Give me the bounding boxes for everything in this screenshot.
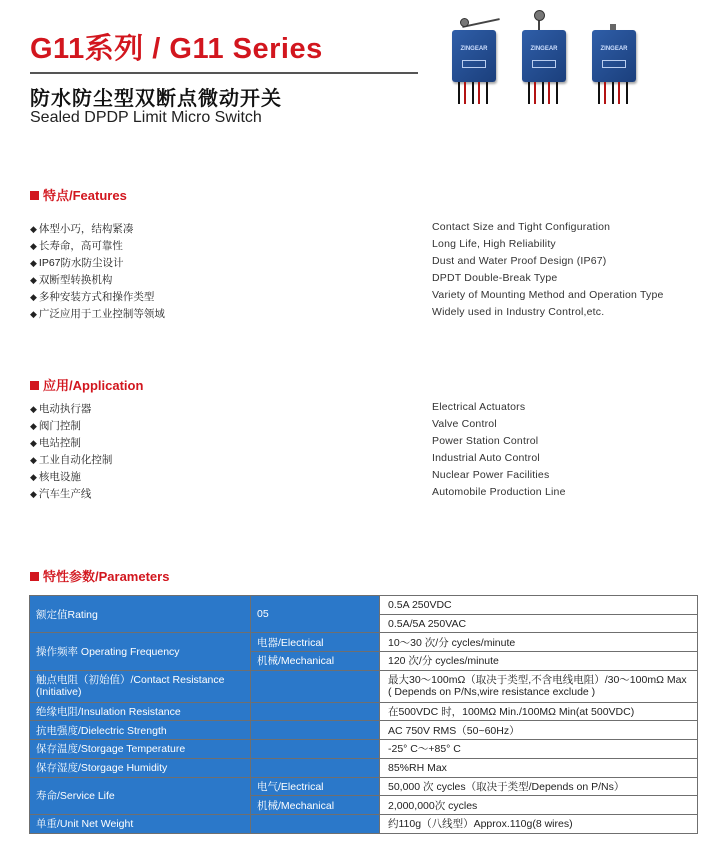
empty-cell: [251, 670, 380, 702]
list-item: ◆ 长寿命，高可靠性 Long Life, High Reliability: [30, 238, 556, 252]
rating-value: 0.5A/5A 250VAC: [380, 614, 698, 633]
table-row: [30, 721, 698, 740]
diamond-bullet-icon: ◆: [30, 309, 37, 319]
list-item: ◆ 双断型转换机构 DPDT Double-Break Type: [30, 272, 558, 286]
contact-resistance-value: [380, 670, 698, 702]
red-square-icon: [30, 191, 39, 200]
operating-frequency-label: 操作频率 Operating Frequency: [30, 633, 251, 670]
diamond-bullet-icon: ◆: [30, 258, 37, 268]
contact-resistance-label: 触点电阻（初始值）/Contact Resistance (Initiative): [30, 670, 251, 702]
diamond-bullet-icon: ◆: [30, 472, 37, 482]
storage-temperature-label: 保存温度/Storgage Temperature: [30, 740, 251, 759]
insulation-resistance-value: 在500VDC 时，100MΩ Min./100MΩ Min(at 500VDC): [380, 702, 698, 721]
switch-photo-roller-lever: [440, 10, 510, 105]
list-item: ◆ 电站控制 Power Station Control: [30, 435, 539, 449]
features-list: [30, 221, 690, 323]
operating-frequency-electrical: 电器/Electrical: [251, 633, 380, 652]
rating-label: 额定值Rating: [30, 596, 251, 633]
empty-cell: [251, 740, 380, 759]
empty-cell: [251, 758, 380, 777]
rating-code: 05: [251, 596, 380, 633]
service-life-electrical-value: 50,000 次 cycles（取决于类型/Depends on P/Ns）: [380, 777, 698, 796]
contact-resistance-line-2: ( Depends on P/Ns,wire resistance exclude ): [388, 686, 596, 699]
diamond-bullet-icon: ◆: [30, 489, 37, 499]
contact-resistance-line-1: 最大30～100mΩ（取决于类型,不含电线电阻）/30～100mΩ Max: [388, 674, 687, 687]
service-life-mechanical: 机械/Mechanical: [251, 796, 380, 815]
list-item: ◆ 广泛应用于工业控制等领域 Widely used in Industry Control,etc.: [30, 306, 605, 320]
brand-label: ZINGEAR: [600, 46, 628, 52]
rating-value: 0.5A 250VDC: [380, 596, 698, 615]
product-photos: [440, 10, 640, 105]
table-row: [30, 702, 698, 721]
list-item: ◆ 阀门控制 Valve Control: [30, 418, 497, 432]
list-item: ◆ 体型小巧，结构紧凑 Contact Size and Tight Configuration: [30, 221, 611, 235]
red-square-icon: [30, 381, 39, 390]
insulation-resistance-label: 绝缘电阻/Insulation Resistance: [30, 702, 251, 721]
unit-weight-label: 单重/Unit Net Weight: [30, 814, 251, 833]
brand-label: ZINGEAR: [530, 46, 558, 52]
list-item: ◆ 核电设施 Nuclear Power Facilities: [30, 469, 550, 483]
subtitle-english: Sealed DPDP Limit Micro Switch: [30, 109, 262, 126]
diamond-bullet-icon: ◆: [30, 224, 37, 234]
diamond-bullet-icon: ◆: [30, 438, 37, 448]
list-item: ◆ 多种安装方式和操作类型 Variety of Mounting Method and Operation Type: [30, 289, 664, 303]
service-life-mechanical-value: 2,000,000次 cycles: [380, 796, 698, 815]
page-title: G11系列 / G11 Series: [30, 33, 323, 65]
empty-cell: [251, 814, 380, 833]
switch-photo-roller-plunger: [510, 10, 580, 105]
table-row: [30, 814, 698, 833]
list-item: ◆ IP67防水防尘设计 Dust and Water Proof Design (IP67): [30, 255, 607, 269]
list-item: ◆ 工业自动化控制 Industrial Auto Control: [30, 452, 540, 466]
table-row: [30, 670, 698, 702]
list-item: ◆ 汽车生产线 Automobile Production Line: [30, 486, 566, 500]
operating-frequency-mechanical-value: 120 次/分 cycles/minute: [380, 652, 698, 671]
operating-frequency-electrical-value: 10～30 次/分 cycles/minute: [380, 633, 698, 652]
service-life-electrical: 电气/Electrical: [251, 777, 380, 796]
table-row: [30, 777, 698, 796]
list-item: ◆ 电动执行器 Electrical Actuators: [30, 401, 526, 415]
features-heading: 特点/Features: [30, 185, 127, 204]
storage-humidity-value: 85%RH Max: [380, 758, 698, 777]
unit-weight-value: 约110g（八线型）Approx.110g(8 wires): [380, 814, 698, 833]
table-row: [30, 758, 698, 777]
table-row: [30, 596, 698, 615]
parameters-heading: 特性参数/Parameters: [30, 566, 169, 585]
diamond-bullet-icon: ◆: [30, 292, 37, 302]
brand-label: ZINGEAR: [460, 46, 488, 52]
switch-photo-plunger: [580, 10, 650, 105]
title-rule: [30, 72, 418, 74]
empty-cell: [251, 702, 380, 721]
diamond-bullet-icon: ◆: [30, 404, 37, 414]
application-heading: 应用/Application: [30, 375, 143, 394]
diamond-bullet-icon: ◆: [30, 455, 37, 465]
operating-frequency-mechanical: 机械/Mechanical: [251, 652, 380, 671]
storage-temperature-value: -25° C～+85° C: [380, 740, 698, 759]
subtitle-chinese: 防水防尘型双断点微动开关: [30, 88, 282, 110]
dielectric-strength-label: 抗电强度/Dielectric Strength: [30, 721, 251, 740]
service-life-label: 寿命/Service Life: [30, 777, 251, 814]
diamond-bullet-icon: ◆: [30, 275, 37, 285]
diamond-bullet-icon: ◆: [30, 421, 37, 431]
storage-humidity-label: 保存湿度/Storgage Humidity: [30, 758, 251, 777]
table-row: [30, 633, 698, 652]
parameters-table: [29, 595, 698, 834]
application-list: [30, 401, 690, 503]
diamond-bullet-icon: ◆: [30, 241, 37, 251]
red-square-icon: [30, 572, 39, 581]
empty-cell: [251, 721, 380, 740]
dielectric-strength-value: AC 750V RMS（50~60Hz）: [380, 721, 698, 740]
table-row: [30, 740, 698, 759]
